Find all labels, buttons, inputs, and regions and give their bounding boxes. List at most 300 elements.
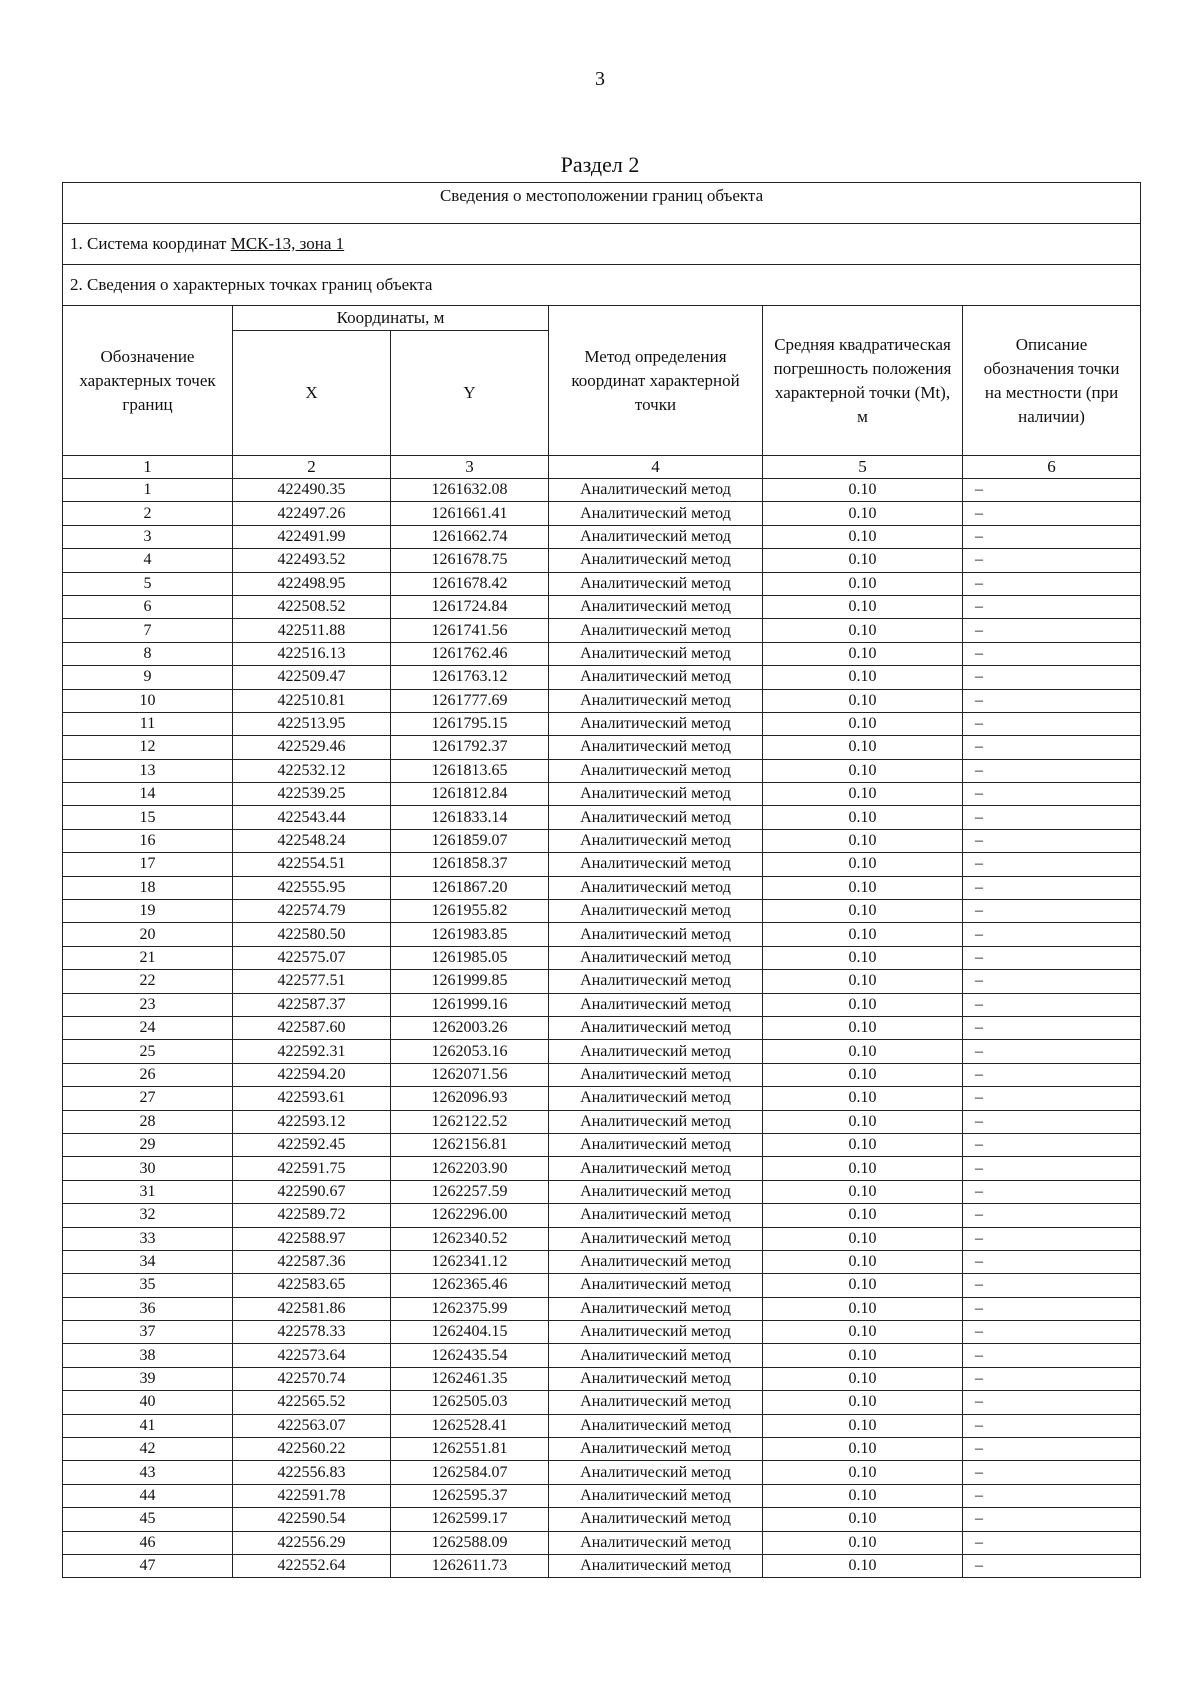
point-number: 13 — [63, 759, 233, 782]
point-number: 41 — [63, 1414, 233, 1437]
table-row — [63, 1204, 1141, 1227]
error: 0.10 — [763, 549, 963, 572]
method: Аналитический метод — [549, 525, 763, 548]
column-number: 4 — [549, 456, 763, 479]
error: 0.10 — [763, 970, 963, 993]
error: 0.10 — [763, 595, 963, 618]
table-row — [63, 1227, 1141, 1250]
error: 0.10 — [763, 1250, 963, 1273]
coord-y: 1261859.07 — [391, 829, 549, 852]
description: – — [963, 876, 1141, 899]
method: Аналитический метод — [549, 736, 763, 759]
coord-y: 1262404.15 — [391, 1321, 549, 1344]
coord-y: 1261632.08 — [391, 479, 549, 502]
coord-x: 422529.46 — [233, 736, 391, 759]
coord-y: 1261795.15 — [391, 712, 549, 735]
description: – — [963, 1063, 1141, 1086]
point-number: 45 — [63, 1508, 233, 1531]
table-row — [63, 736, 1141, 759]
error: 0.10 — [763, 572, 963, 595]
description: – — [963, 595, 1141, 618]
coord-x: 422570.74 — [233, 1367, 391, 1390]
point-number: 39 — [63, 1367, 233, 1390]
point-number: 6 — [63, 595, 233, 618]
coord-x: 422574.79 — [233, 900, 391, 923]
header-description: Описание обозначения точки на местности (при наличии) — [963, 306, 1141, 456]
error: 0.10 — [763, 829, 963, 852]
method: Аналитический метод — [549, 1438, 763, 1461]
point-number: 35 — [63, 1274, 233, 1297]
point-number: 24 — [63, 1016, 233, 1039]
coord-y: 1261662.74 — [391, 525, 549, 548]
coord-x: 422498.95 — [233, 572, 391, 595]
method: Аналитический метод — [549, 1531, 763, 1554]
method: Аналитический метод — [549, 1087, 763, 1110]
point-number: 15 — [63, 806, 233, 829]
description: – — [963, 479, 1141, 502]
method: Аналитический метод — [549, 806, 763, 829]
coord-x: 422513.95 — [233, 712, 391, 735]
description: – — [963, 1157, 1141, 1180]
point-number: 44 — [63, 1484, 233, 1507]
description: – — [963, 1227, 1141, 1250]
method: Аналитический метод — [549, 783, 763, 806]
point-number: 43 — [63, 1461, 233, 1484]
coord-y: 1262257.59 — [391, 1180, 549, 1203]
coord-y: 1262599.17 — [391, 1508, 549, 1531]
coord-x: 422590.67 — [233, 1180, 391, 1203]
table-row — [63, 1063, 1141, 1086]
description: – — [963, 1508, 1141, 1531]
point-number: 30 — [63, 1157, 233, 1180]
description: – — [963, 1274, 1141, 1297]
method: Аналитический метод — [549, 970, 763, 993]
point-number: 18 — [63, 876, 233, 899]
point-number: 38 — [63, 1344, 233, 1367]
error: 0.10 — [763, 1461, 963, 1484]
point-number: 33 — [63, 1227, 233, 1250]
table-row — [63, 1531, 1141, 1554]
error: 0.10 — [763, 783, 963, 806]
table-row — [63, 923, 1141, 946]
method: Аналитический метод — [549, 853, 763, 876]
table-row — [63, 1508, 1141, 1531]
table-row — [63, 595, 1141, 618]
table-row — [63, 642, 1141, 665]
coord-x: 422591.78 — [233, 1484, 391, 1507]
description: – — [963, 1531, 1141, 1554]
table-row — [63, 619, 1141, 642]
description: – — [963, 1484, 1141, 1507]
method: Аналитический метод — [549, 1180, 763, 1203]
error: 0.10 — [763, 876, 963, 899]
method: Аналитический метод — [549, 1508, 763, 1531]
coord-system-value: МСК-13, зона 1 — [230, 234, 345, 253]
error: 0.10 — [763, 1204, 963, 1227]
table-row — [63, 1180, 1141, 1203]
table-row — [63, 1554, 1141, 1577]
error: 0.10 — [763, 619, 963, 642]
point-number: 10 — [63, 689, 233, 712]
coord-y: 1262584.07 — [391, 1461, 549, 1484]
description: – — [963, 1016, 1141, 1039]
coord-y: 1261762.46 — [391, 642, 549, 665]
method: Аналитический метод — [549, 1391, 763, 1414]
column-number: 6 — [963, 456, 1141, 479]
error: 0.10 — [763, 1040, 963, 1063]
coord-x: 422580.50 — [233, 923, 391, 946]
coord-x: 422511.88 — [233, 619, 391, 642]
coord-y: 1261678.75 — [391, 549, 549, 572]
error: 0.10 — [763, 1344, 963, 1367]
coord-x: 422591.75 — [233, 1157, 391, 1180]
table-row — [63, 1438, 1141, 1461]
method: Аналитический метод — [549, 1297, 763, 1320]
description: – — [963, 1133, 1141, 1156]
boundary-points-table — [62, 182, 1141, 1578]
header-x: X — [233, 331, 391, 456]
method: Аналитический метод — [549, 1063, 763, 1086]
coord-y: 1262340.52 — [391, 1227, 549, 1250]
method: Аналитический метод — [549, 1554, 763, 1577]
coord-y: 1262595.37 — [391, 1484, 549, 1507]
coord-x: 422592.31 — [233, 1040, 391, 1063]
table-row — [63, 572, 1141, 595]
error: 0.10 — [763, 642, 963, 665]
description: – — [963, 1321, 1141, 1344]
method: Аналитический метод — [549, 572, 763, 595]
coord-y: 1262203.90 — [391, 1157, 549, 1180]
point-number: 7 — [63, 619, 233, 642]
error: 0.10 — [763, 525, 963, 548]
method: Аналитический метод — [549, 642, 763, 665]
error: 0.10 — [763, 1414, 963, 1437]
point-number: 20 — [63, 923, 233, 946]
error: 0.10 — [763, 1133, 963, 1156]
point-number: 1 — [63, 479, 233, 502]
point-number: 2 — [63, 502, 233, 525]
error: 0.10 — [763, 900, 963, 923]
error: 0.10 — [763, 712, 963, 735]
error: 0.10 — [763, 993, 963, 1016]
coord-y: 1262551.81 — [391, 1438, 549, 1461]
description: – — [963, 1414, 1141, 1437]
method: Аналитический метод — [549, 595, 763, 618]
description: – — [963, 900, 1141, 923]
description: – — [963, 549, 1141, 572]
coord-y: 1262461.35 — [391, 1367, 549, 1390]
coord-x: 422497.26 — [233, 502, 391, 525]
point-number: 36 — [63, 1297, 233, 1320]
table-row — [63, 502, 1141, 525]
method: Аналитический метод — [549, 549, 763, 572]
description: – — [963, 642, 1141, 665]
coord-y: 1262528.41 — [391, 1414, 549, 1437]
point-number: 28 — [63, 1110, 233, 1133]
coord-x: 422556.83 — [233, 1461, 391, 1484]
error: 0.10 — [763, 1391, 963, 1414]
coord-y: 1261678.42 — [391, 572, 549, 595]
method: Аналитический метод — [549, 923, 763, 946]
error: 0.10 — [763, 1484, 963, 1507]
table-row — [63, 1087, 1141, 1110]
table-row — [63, 970, 1141, 993]
error: 0.10 — [763, 806, 963, 829]
coord-x: 422491.99 — [233, 525, 391, 548]
table-row — [63, 876, 1141, 899]
table-row — [63, 1367, 1141, 1390]
description: – — [963, 1391, 1141, 1414]
method: Аналитический метод — [549, 1484, 763, 1507]
coord-x: 422594.20 — [233, 1063, 391, 1086]
description: – — [963, 1297, 1141, 1320]
table-row — [63, 1110, 1141, 1133]
description: – — [963, 736, 1141, 759]
method: Аналитический метод — [549, 502, 763, 525]
method: Аналитический метод — [549, 1110, 763, 1133]
error: 0.10 — [763, 479, 963, 502]
method: Аналитический метод — [549, 946, 763, 969]
coord-y: 1262341.12 — [391, 1250, 549, 1273]
coord-x: 422539.25 — [233, 783, 391, 806]
coord-y: 1261812.84 — [391, 783, 549, 806]
coord-y: 1261999.85 — [391, 970, 549, 993]
table-row — [63, 1391, 1141, 1414]
error: 0.10 — [763, 1274, 963, 1297]
table-body — [63, 183, 1141, 1578]
column-number: 2 — [233, 456, 391, 479]
coord-x: 422565.52 — [233, 1391, 391, 1414]
point-number: 37 — [63, 1321, 233, 1344]
coord-y: 1261724.84 — [391, 595, 549, 618]
coord-y: 1261999.16 — [391, 993, 549, 1016]
column-numbers-row — [63, 456, 1141, 479]
table-row — [63, 1157, 1141, 1180]
error: 0.10 — [763, 666, 963, 689]
description: – — [963, 759, 1141, 782]
method: Аналитический метод — [549, 712, 763, 735]
description: – — [963, 525, 1141, 548]
header-coordinates: Координаты, м — [233, 306, 549, 331]
point-number: 29 — [63, 1133, 233, 1156]
method: Аналитический метод — [549, 759, 763, 782]
coord-x: 422589.72 — [233, 1204, 391, 1227]
method: Аналитический метод — [549, 876, 763, 899]
coord-y: 1262435.54 — [391, 1344, 549, 1367]
description: – — [963, 712, 1141, 735]
table-row — [63, 1484, 1141, 1507]
error: 0.10 — [763, 1508, 963, 1531]
column-number: 5 — [763, 456, 963, 479]
table-row — [63, 900, 1141, 923]
method: Аналитический метод — [549, 1414, 763, 1437]
error: 0.10 — [763, 759, 963, 782]
coord-x: 422560.22 — [233, 1438, 391, 1461]
point-number: 3 — [63, 525, 233, 548]
coord-x: 422552.64 — [233, 1554, 391, 1577]
point-number: 16 — [63, 829, 233, 852]
table-row — [63, 1040, 1141, 1063]
coord-x: 422556.29 — [233, 1531, 391, 1554]
point-number: 40 — [63, 1391, 233, 1414]
method: Аналитический метод — [549, 1250, 763, 1273]
method: Аналитический метод — [549, 829, 763, 852]
method: Аналитический метод — [549, 619, 763, 642]
points-info-row: 2. Сведения о характерных точках границ объекта — [63, 265, 1141, 306]
point-number: 11 — [63, 712, 233, 735]
error: 0.10 — [763, 853, 963, 876]
table-row — [63, 666, 1141, 689]
table-row — [63, 1016, 1141, 1039]
coord-y: 1261813.65 — [391, 759, 549, 782]
coord-y: 1262611.73 — [391, 1554, 549, 1577]
coord-y: 1262588.09 — [391, 1531, 549, 1554]
coord-system-row — [63, 224, 1141, 265]
description: – — [963, 993, 1141, 1016]
coord-y: 1261792.37 — [391, 736, 549, 759]
point-number: 19 — [63, 900, 233, 923]
description: – — [963, 923, 1141, 946]
error: 0.10 — [763, 1554, 963, 1577]
table-row — [63, 1321, 1141, 1344]
coord-x: 422583.65 — [233, 1274, 391, 1297]
point-number: 46 — [63, 1531, 233, 1554]
table-row — [63, 549, 1141, 572]
coord-x: 422577.51 — [233, 970, 391, 993]
point-number: 32 — [63, 1204, 233, 1227]
method: Аналитический метод — [549, 1321, 763, 1344]
error: 0.10 — [763, 1180, 963, 1203]
description: – — [963, 1180, 1141, 1203]
coord-y: 1261858.37 — [391, 853, 549, 876]
coord-x: 422575.07 — [233, 946, 391, 969]
coord-y: 1262003.26 — [391, 1016, 549, 1039]
coord-x: 422510.81 — [233, 689, 391, 712]
point-number: 17 — [63, 853, 233, 876]
table-row — [63, 712, 1141, 735]
point-number: 34 — [63, 1250, 233, 1273]
point-number: 42 — [63, 1438, 233, 1461]
header-method: Метод определения координат характерной точки — [549, 306, 763, 456]
table-row — [63, 1297, 1141, 1320]
error: 0.10 — [763, 1367, 963, 1390]
coord-x: 422508.52 — [233, 595, 391, 618]
coord-y: 1262375.99 — [391, 1297, 549, 1320]
description: – — [963, 1204, 1141, 1227]
header-error: Средняя квадратическая погрешность положения характерной точки (Mt), м — [763, 306, 963, 456]
description: – — [963, 853, 1141, 876]
coord-x: 422548.24 — [233, 829, 391, 852]
table-row — [63, 1250, 1141, 1273]
method: Аналитический метод — [549, 666, 763, 689]
error: 0.10 — [763, 1438, 963, 1461]
coord-y: 1262296.00 — [391, 1204, 549, 1227]
error: 0.10 — [763, 1016, 963, 1039]
point-number: 23 — [63, 993, 233, 1016]
description: – — [963, 806, 1141, 829]
method: Аналитический метод — [549, 689, 763, 712]
description: – — [963, 1554, 1141, 1577]
coord-x: 422555.95 — [233, 876, 391, 899]
table-row — [63, 1274, 1141, 1297]
coord-x: 422554.51 — [233, 853, 391, 876]
table-row — [63, 783, 1141, 806]
coord-x: 422593.61 — [233, 1087, 391, 1110]
description: – — [963, 1110, 1141, 1133]
coord-y: 1261741.56 — [391, 619, 549, 642]
coord-y: 1262156.81 — [391, 1133, 549, 1156]
coord-x: 422573.64 — [233, 1344, 391, 1367]
coord-y: 1261833.14 — [391, 806, 549, 829]
coord-x: 422587.36 — [233, 1250, 391, 1273]
coord-x: 422509.47 — [233, 666, 391, 689]
point-number: 9 — [63, 666, 233, 689]
table-banner: Сведения о местоположении границ объекта — [63, 183, 1141, 224]
point-number: 21 — [63, 946, 233, 969]
error: 0.10 — [763, 502, 963, 525]
header-point-designation: Обозначение характерных точек границ — [63, 306, 233, 456]
coord-y: 1261983.85 — [391, 923, 549, 946]
method: Аналитический метод — [549, 1344, 763, 1367]
header-y: Y — [391, 331, 549, 456]
table-row — [63, 1461, 1141, 1484]
description: – — [963, 619, 1141, 642]
coord-x: 422592.45 — [233, 1133, 391, 1156]
coord-x: 422516.13 — [233, 642, 391, 665]
table-row — [63, 1344, 1141, 1367]
error: 0.10 — [763, 1063, 963, 1086]
error: 0.10 — [763, 1110, 963, 1133]
coord-x: 422532.12 — [233, 759, 391, 782]
point-number: 12 — [63, 736, 233, 759]
method: Аналитический метод — [549, 1227, 763, 1250]
coord-x: 422490.35 — [233, 479, 391, 502]
table-row — [63, 993, 1141, 1016]
table-row — [63, 853, 1141, 876]
page-number: 3 — [595, 68, 605, 90]
coord-system-label: 1. Система координат — [70, 234, 231, 253]
table-row — [63, 829, 1141, 852]
description: – — [963, 1040, 1141, 1063]
column-number: 3 — [391, 456, 549, 479]
description: – — [963, 572, 1141, 595]
coord-x: 422581.86 — [233, 1297, 391, 1320]
error: 0.10 — [763, 1531, 963, 1554]
table-row — [63, 806, 1141, 829]
table-row — [63, 759, 1141, 782]
coord-x: 422590.54 — [233, 1508, 391, 1531]
table-row — [63, 479, 1141, 502]
coord-x: 422493.52 — [233, 549, 391, 572]
point-number: 5 — [63, 572, 233, 595]
point-number: 47 — [63, 1554, 233, 1577]
coord-x: 422543.44 — [233, 806, 391, 829]
description: – — [963, 1461, 1141, 1484]
method: Аналитический метод — [549, 993, 763, 1016]
description: – — [963, 783, 1141, 806]
method: Аналитический метод — [549, 1367, 763, 1390]
coord-y: 1262122.52 — [391, 1110, 549, 1133]
table-row — [63, 1414, 1141, 1437]
coord-y: 1262071.56 — [391, 1063, 549, 1086]
description: – — [963, 1087, 1141, 1110]
coord-x: 422587.37 — [233, 993, 391, 1016]
error: 0.10 — [763, 1297, 963, 1320]
coord-y: 1262505.03 — [391, 1391, 549, 1414]
point-number: 26 — [63, 1063, 233, 1086]
point-number: 4 — [63, 549, 233, 572]
description: – — [963, 502, 1141, 525]
